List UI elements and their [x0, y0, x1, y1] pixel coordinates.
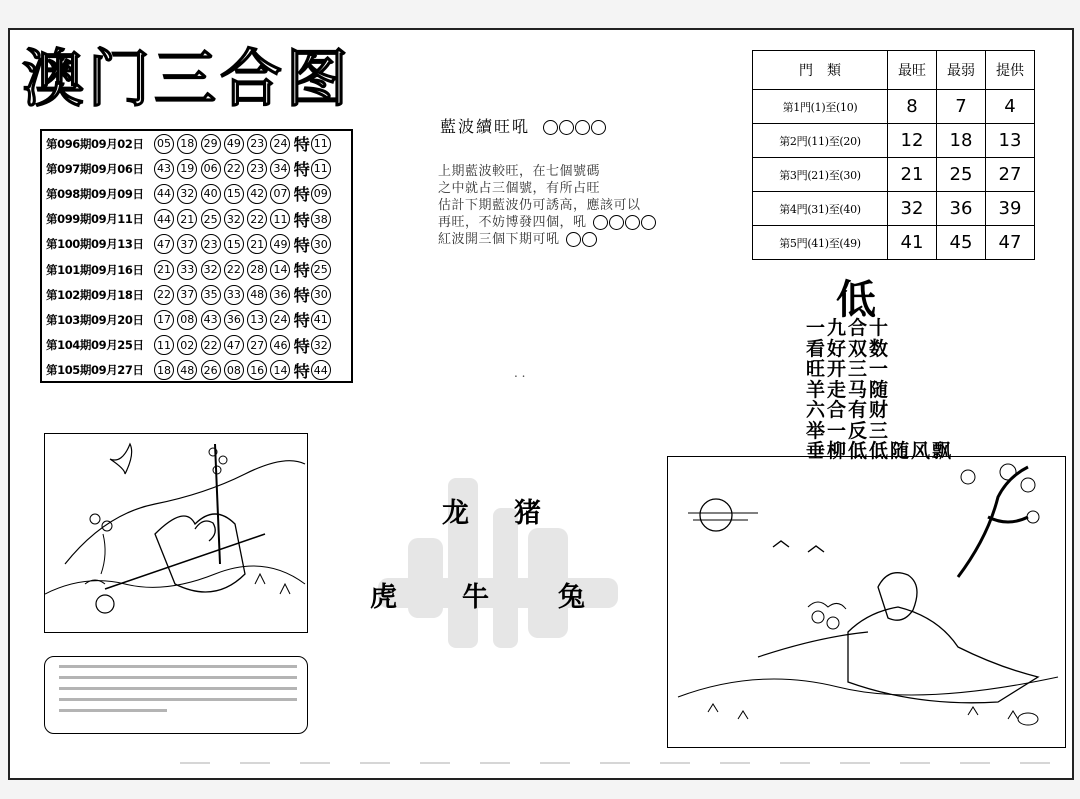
range-header-row [753, 51, 1035, 90]
number-ball: 17 [154, 310, 174, 330]
circle-marks [543, 120, 606, 135]
draw-label: 第103期09月20日 [46, 312, 144, 327]
draw-label: 第104期09月25日 [46, 338, 144, 353]
tiny-ball [582, 232, 597, 247]
number-ball: 32 [224, 209, 244, 229]
number-ball: 23 [201, 234, 221, 254]
blurb-box [44, 656, 308, 734]
number-ball: 02 [177, 335, 197, 355]
note-body [438, 163, 656, 248]
draw-row [42, 358, 351, 383]
range-value: 7 [937, 90, 986, 124]
number-ball: 28 [247, 260, 267, 280]
note-line: 上期藍波較旺，在七個號碼 [438, 164, 601, 179]
note-line: 估計下期藍波仍可誘高，應該可以 [438, 198, 641, 213]
special-ball: 30 [311, 285, 331, 305]
poem-line: 六合有财 [806, 399, 891, 421]
number-ball: 32 [201, 260, 221, 280]
left-illustration [44, 433, 308, 633]
blurb-line [59, 698, 297, 701]
draw-row [42, 156, 351, 181]
number-ball: 37 [177, 285, 197, 305]
range-value: 13 [986, 124, 1035, 158]
range-header-suggest: 提供 [986, 51, 1035, 90]
tiny-ball [609, 215, 624, 230]
special-ball: 30 [311, 234, 331, 254]
range-value: 47 [986, 226, 1035, 260]
special-label: 特 [293, 185, 310, 205]
blurb-line [59, 687, 297, 690]
number-ball: 48 [247, 285, 267, 305]
range-row [753, 124, 1035, 158]
special-ball: 11 [311, 134, 331, 154]
number-ball: 21 [177, 209, 197, 229]
range-row [753, 158, 1035, 192]
draw-row [42, 282, 351, 307]
range-header-category: 門 類 [753, 51, 888, 90]
number-ball: 37 [177, 234, 197, 254]
circle-mark [543, 120, 558, 135]
poem-line: 垂柳低低随风飘 [806, 440, 954, 462]
zodiac-bottom-3: 兔 [558, 582, 585, 613]
special-label: 特 [293, 336, 310, 356]
number-ball: 21 [247, 234, 267, 254]
draw-label: 第105期09月27日 [46, 363, 144, 378]
circle-mark [575, 120, 590, 135]
number-ball: 43 [201, 310, 221, 330]
draw-label: 第097期09月06日 [46, 161, 144, 176]
number-ball: 36 [224, 310, 244, 330]
blurb-line [59, 709, 167, 712]
number-ball: 33 [177, 260, 197, 280]
range-label: 第2門(11)至(20) [753, 124, 888, 158]
zodiac-top-1: 龙 [442, 498, 469, 529]
number-ball: 16 [247, 360, 267, 380]
number-ball: 33 [224, 285, 244, 305]
range-value: 4 [986, 90, 1035, 124]
number-ball: 24 [270, 134, 290, 154]
number-ball: 49 [270, 234, 290, 254]
number-ball: 23 [247, 134, 267, 154]
number-ball: 47 [224, 335, 244, 355]
special-ball: 25 [311, 260, 331, 280]
number-ball: 22 [201, 335, 221, 355]
range-row [753, 192, 1035, 226]
range-label: 第3門(21)至(30) [753, 158, 888, 192]
range-value: 36 [937, 192, 986, 226]
number-ball: 35 [201, 285, 221, 305]
draw-row [42, 131, 351, 156]
draw-history-table [40, 129, 353, 383]
range-value: 27 [986, 158, 1035, 192]
number-ball: 48 [177, 360, 197, 380]
note-line: 再旺，不妨博發四個，吼 [438, 215, 587, 230]
note-line-with-balls [438, 214, 656, 231]
range-label: 第4門(31)至(40) [753, 192, 888, 226]
special-ball: 09 [311, 184, 331, 204]
number-ball: 22 [224, 159, 244, 179]
range-value: 39 [986, 192, 1035, 226]
note-line: 之中就占三個號，有所占旺 [438, 181, 601, 196]
range-value: 12 [888, 124, 937, 158]
number-ball: 46 [270, 335, 290, 355]
zodiac-watermark [368, 468, 628, 658]
draw-row [42, 232, 351, 257]
number-ball: 32 [177, 184, 197, 204]
special-label: 特 [293, 210, 310, 230]
number-ball: 06 [201, 159, 221, 179]
draw-label: 第102期09月18日 [46, 287, 144, 302]
special-label: 特 [293, 235, 310, 255]
tiny-balls [566, 232, 597, 247]
poem-line: 看好双数 [806, 337, 891, 360]
number-ball: 11 [154, 335, 174, 355]
number-ball: 21 [154, 260, 174, 280]
number-ball: 43 [154, 159, 174, 179]
range-value: 18 [937, 124, 986, 158]
blurb-line [59, 676, 297, 679]
number-ball: 26 [201, 360, 221, 380]
special-ball: 44 [311, 360, 331, 380]
poem-line: 旺开三一 [806, 358, 891, 380]
number-ball: 22 [224, 260, 244, 280]
number-ball: 44 [154, 184, 174, 204]
range-value: 8 [888, 90, 937, 124]
tiny-ball [566, 232, 581, 247]
number-ball: 47 [154, 234, 174, 254]
special-label: 特 [293, 261, 310, 281]
number-ball: 42 [247, 184, 267, 204]
range-value: 25 [937, 158, 986, 192]
number-ball: 13 [247, 310, 267, 330]
range-header-cold: 最弱 [937, 51, 986, 90]
left-illustration-drawing [45, 434, 306, 631]
number-ball: 22 [154, 285, 174, 305]
right-illustration [667, 456, 1066, 748]
poem-line: 羊走马随 [806, 378, 891, 401]
special-ball: 38 [311, 209, 331, 229]
draw-label: 第099期09月11日 [46, 212, 144, 227]
number-ball: 15 [224, 234, 244, 254]
note-line-with-balls [438, 231, 656, 248]
poem [806, 318, 953, 462]
number-ball: 18 [154, 360, 174, 380]
range-header-hot: 最旺 [888, 51, 937, 90]
poem-line: 举一反三 [806, 419, 891, 442]
special-label: 特 [293, 160, 310, 180]
note-line: 紅波開三個下期可吼 [438, 232, 560, 247]
tiny-ball [625, 215, 640, 230]
special-label: 特 [293, 135, 310, 155]
range-row [753, 90, 1035, 124]
number-ball: 44 [154, 209, 174, 229]
number-ball: 19 [177, 159, 197, 179]
tiny-ball [641, 215, 656, 230]
number-ball: 24 [270, 310, 290, 330]
range-label: 第5門(41)至(49) [753, 226, 888, 260]
note-heading [440, 114, 606, 137]
number-ball: 40 [201, 184, 221, 204]
draw-row [42, 207, 351, 232]
zodiac-bottom-1: 虎 [370, 582, 397, 613]
special-ball: 41 [311, 310, 331, 330]
number-ball: 05 [154, 134, 174, 154]
draw-row [42, 333, 351, 358]
number-ball: 29 [201, 134, 221, 154]
zodiac-bottom-2: 牛 [462, 582, 489, 613]
number-ball: 25 [201, 209, 221, 229]
poem-line: 一九合十 [806, 317, 891, 339]
draw-label: 第100期09月13日 [46, 237, 144, 252]
circle-mark [559, 120, 574, 135]
range-value: 21 [888, 158, 937, 192]
draw-label: 第101期09月16日 [46, 262, 144, 277]
tiny-ball [593, 215, 608, 230]
number-ball: 07 [270, 184, 290, 204]
right-illustration-drawing [668, 457, 1064, 746]
number-ball: 08 [224, 360, 244, 380]
number-ball: 23 [247, 159, 267, 179]
number-ball: 18 [177, 134, 197, 154]
number-ball: 14 [270, 260, 290, 280]
range-value: 41 [888, 226, 937, 260]
number-ball: 49 [224, 134, 244, 154]
number-ball: 15 [224, 184, 244, 204]
number-ball: 11 [270, 209, 290, 229]
draw-row [42, 307, 351, 332]
number-ball: 34 [270, 159, 290, 179]
special-label: 特 [293, 286, 310, 306]
special-ball: 32 [311, 335, 331, 355]
blurb-line [59, 665, 297, 668]
range-row [753, 226, 1035, 260]
bottom-rule [180, 762, 1060, 764]
range-value: 32 [888, 192, 937, 226]
range-body [753, 90, 1035, 260]
range-table [752, 50, 1035, 260]
draw-row [42, 257, 351, 282]
range-value: 45 [937, 226, 986, 260]
special-ball: 11 [311, 159, 331, 179]
special-label: 特 [293, 361, 310, 381]
draw-label: 第096期09月02日 [46, 136, 144, 151]
stray-dots: . . [514, 366, 526, 380]
draw-label: 第098期09月09日 [46, 186, 144, 201]
number-ball: 27 [247, 335, 267, 355]
number-ball: 22 [247, 209, 267, 229]
tiny-balls [593, 215, 656, 230]
number-ball: 14 [270, 360, 290, 380]
draw-row [42, 181, 351, 206]
zodiac-top-2: 猪 [514, 498, 541, 529]
note-heading-text: 藍波續旺吼 [440, 117, 531, 136]
page-title: 澳门三合图 [22, 42, 353, 115]
number-ball: 36 [270, 285, 290, 305]
poem-title: 低 [836, 277, 876, 323]
circle-mark [591, 120, 606, 135]
special-label: 特 [293, 311, 310, 331]
range-label: 第1門(1)至(10) [753, 90, 888, 124]
number-ball: 08 [177, 310, 197, 330]
